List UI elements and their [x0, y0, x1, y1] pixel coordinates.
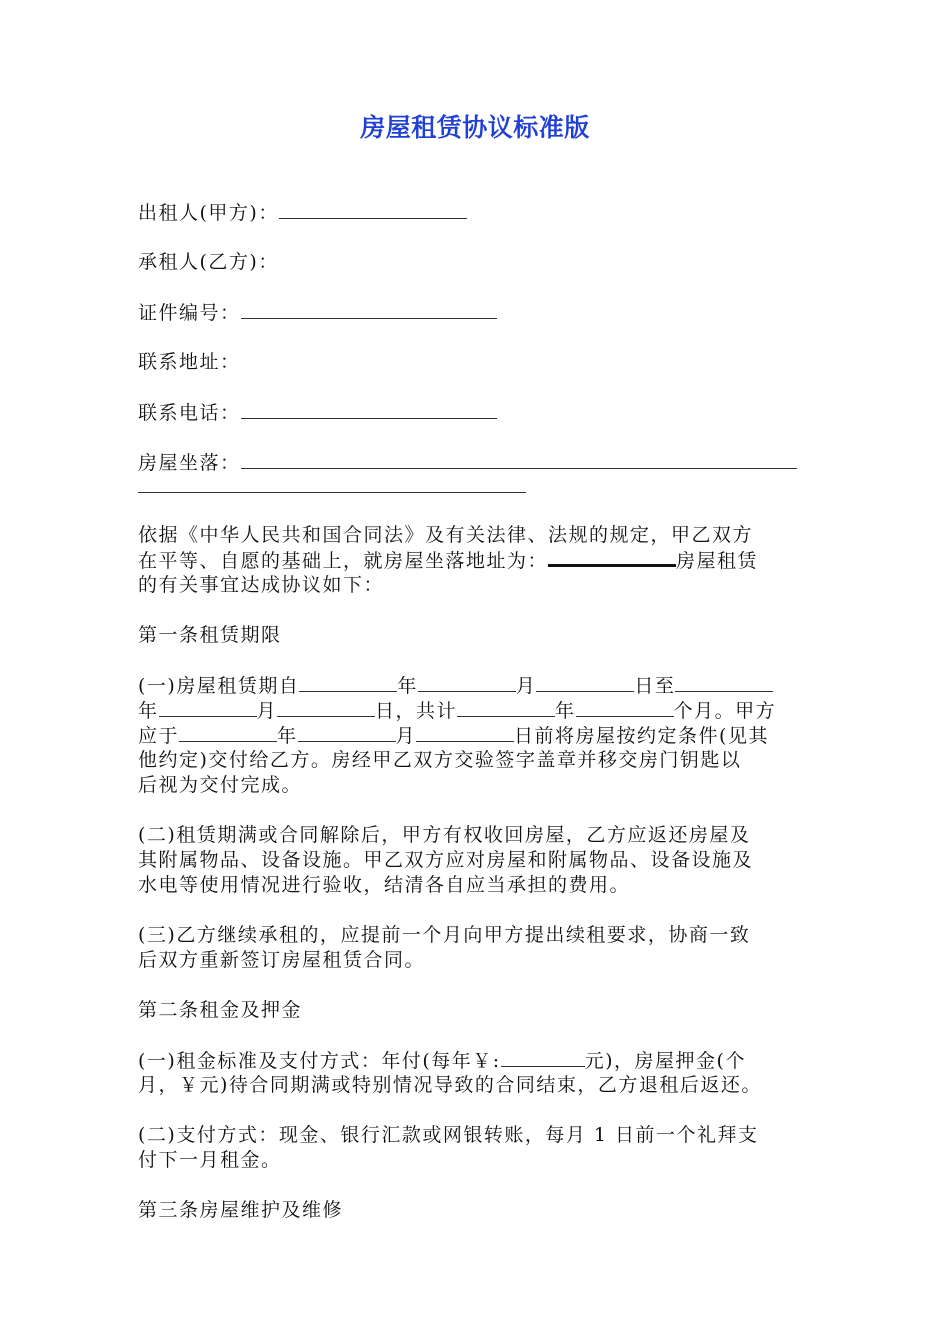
text: 月	[395, 725, 417, 747]
art1-p1-line-3	[138, 723, 769, 749]
phone-field	[138, 400, 497, 426]
total-months-blank[interactable]	[576, 698, 674, 717]
start-day-blank[interactable]	[536, 673, 634, 692]
intro-line-1: 依据《中华人民共和国合同法》及有关法律、法规的规定，甲乙双方	[138, 524, 754, 546]
id-blank[interactable]	[241, 300, 497, 319]
lessee-field	[138, 250, 279, 275]
lessor-blank[interactable]	[279, 200, 467, 219]
art2-p1-line-1	[138, 1048, 746, 1074]
text: 月	[256, 700, 278, 722]
start-year-blank[interactable]	[299, 673, 397, 692]
page-title: 房屋租赁协议标准版	[360, 113, 590, 142]
location-blank-2[interactable]	[138, 474, 526, 493]
intro-text-b: 房屋租赁	[676, 550, 759, 572]
art1-p3-line-2: 后双方重新签订房屋租赁合同。	[138, 949, 426, 971]
intro-line-3: 的有关事宜达成协议如下：	[138, 574, 385, 596]
article-2-heading: 第二条租金及押金	[138, 999, 303, 1021]
annual-rent-blank[interactable]	[501, 1048, 585, 1067]
text: 年	[277, 725, 298, 747]
text: (一)租金标准及支付方式：年付(每年￥:	[138, 1050, 501, 1072]
text: 年	[555, 700, 576, 722]
text: 日前将房屋按约定条件(见其	[514, 725, 769, 747]
lessor-field	[138, 200, 467, 226]
art1-p3-line-1: (三)乙方继续承租的，应提前一个月向甲方提出续租要求，协商一致	[138, 924, 751, 946]
phone-blank[interactable]	[241, 400, 497, 419]
intro-text-a: 在平等、自愿的基础上，就房屋坐落地址为：	[138, 550, 549, 572]
text: 个月。甲方	[673, 700, 777, 722]
art2-p2-line-2: 付下一月租金。	[138, 1149, 282, 1171]
end-day-blank[interactable]	[277, 698, 375, 717]
art2-p1-line-2: 月，￥元)待合同期满或特别情况导致的合同结束，乙方退租后返还。	[138, 1074, 762, 1096]
address-bold-blank[interactable]	[548, 548, 676, 567]
article-3-heading: 第三条房屋维护及维修	[138, 1199, 344, 1221]
id-field	[138, 300, 497, 326]
due-month-blank[interactable]	[298, 723, 396, 742]
text: 日至	[634, 675, 676, 697]
art1-p2-line-3: 水电等使用情况进行验收，结清各自应当承担的费用。	[138, 874, 631, 896]
end-month-blank[interactable]	[159, 698, 257, 717]
intro-line-2	[138, 548, 758, 574]
location-blank-continued	[138, 474, 526, 500]
text: 应于	[138, 725, 180, 747]
text: 月	[515, 675, 537, 697]
text: 元)，房屋押金(个	[584, 1050, 746, 1072]
lessor-label: 出租人(甲方)：	[138, 202, 279, 224]
address-field	[138, 350, 241, 375]
location-blank[interactable]	[241, 450, 797, 469]
text: 年	[397, 675, 418, 697]
location-field	[138, 450, 797, 476]
text: 日，共计	[375, 700, 458, 722]
start-month-blank[interactable]	[418, 673, 516, 692]
due-day-blank[interactable]	[416, 723, 514, 742]
art1-p1-line-5: 后视为交付完成。	[138, 774, 303, 796]
total-blank[interactable]	[457, 698, 555, 717]
text: 年	[138, 700, 159, 722]
art1-p1-line-4: 他约定)交付给乙方。房经甲乙双方交验签字盖章并移交房门钥匙以	[138, 749, 742, 771]
art1-p2-line-1: (二)租赁期满或合同解除后，甲方有权收回房屋，乙方应返还房屋及	[138, 824, 751, 846]
id-label: 证件编号：	[138, 302, 241, 324]
art2-p2-line-1: (二)支付方式：现金、银行汇款或网银转账，每月 1 日前一个礼拜支	[138, 1124, 759, 1146]
lessee-label: 承租人(乙方)：	[138, 251, 279, 273]
end-year-blank[interactable]	[675, 673, 773, 692]
phone-label: 联系电话：	[138, 402, 241, 424]
art1-p1-line-2	[138, 698, 776, 724]
art1-p2-line-2: 其附属物品、设备设施。甲乙双方应对房屋和附属物品、设备设施及	[138, 849, 754, 871]
address-label: 联系地址：	[138, 351, 241, 373]
text: (一)房屋租赁期自	[138, 675, 300, 697]
art1-p1-line-1	[138, 673, 773, 699]
due-year-blank[interactable]	[179, 723, 277, 742]
location-label: 房屋坐落：	[138, 452, 241, 474]
article-1-heading: 第一条租赁期限	[138, 624, 282, 646]
